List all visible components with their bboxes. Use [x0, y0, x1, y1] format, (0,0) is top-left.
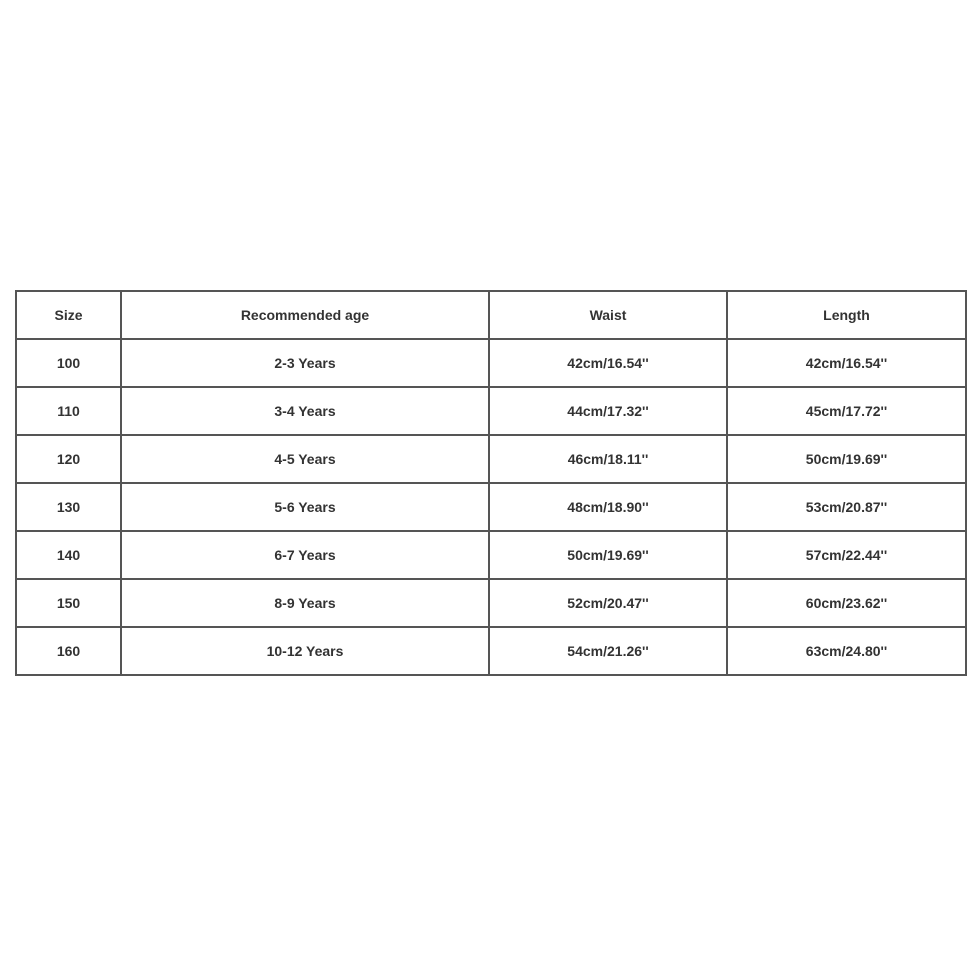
- cell-waist: 52cm/20.47'': [489, 579, 727, 627]
- cell-size: 100: [16, 339, 121, 387]
- cell-size: 130: [16, 483, 121, 531]
- table-row: [16, 627, 966, 675]
- header-size: Size: [16, 291, 121, 339]
- cell-waist: 50cm/19.69'': [489, 531, 727, 579]
- table-header-row: [16, 291, 966, 339]
- cell-length: 42cm/16.54'': [727, 339, 966, 387]
- cell-length: 50cm/19.69'': [727, 435, 966, 483]
- cell-age: 5-6 Years: [121, 483, 489, 531]
- table-row: [16, 579, 966, 627]
- cell-age: 8-9 Years: [121, 579, 489, 627]
- header-recommended-age: Recommended age: [121, 291, 489, 339]
- cell-waist: 44cm/17.32'': [489, 387, 727, 435]
- cell-waist: 46cm/18.11'': [489, 435, 727, 483]
- table-row: [16, 387, 966, 435]
- cell-length: 63cm/24.80'': [727, 627, 966, 675]
- cell-length: 60cm/23.62'': [727, 579, 966, 627]
- table-row: [16, 435, 966, 483]
- size-chart-table: [15, 290, 967, 676]
- cell-length: 53cm/20.87'': [727, 483, 966, 531]
- cell-length: 45cm/17.72'': [727, 387, 966, 435]
- cell-size: 160: [16, 627, 121, 675]
- cell-size: 150: [16, 579, 121, 627]
- cell-waist: 48cm/18.90'': [489, 483, 727, 531]
- cell-length: 57cm/22.44'': [727, 531, 966, 579]
- cell-waist: 54cm/21.26'': [489, 627, 727, 675]
- cell-age: 10-12 Years: [121, 627, 489, 675]
- table-row: [16, 483, 966, 531]
- cell-size: 140: [16, 531, 121, 579]
- cell-size: 110: [16, 387, 121, 435]
- table-row: [16, 531, 966, 579]
- header-waist: Waist: [489, 291, 727, 339]
- header-length: Length: [727, 291, 966, 339]
- cell-age: 2-3 Years: [121, 339, 489, 387]
- cell-age: 4-5 Years: [121, 435, 489, 483]
- cell-size: 120: [16, 435, 121, 483]
- cell-age: 6-7 Years: [121, 531, 489, 579]
- cell-age: 3-4 Years: [121, 387, 489, 435]
- cell-waist: 42cm/16.54'': [489, 339, 727, 387]
- table-row: [16, 339, 966, 387]
